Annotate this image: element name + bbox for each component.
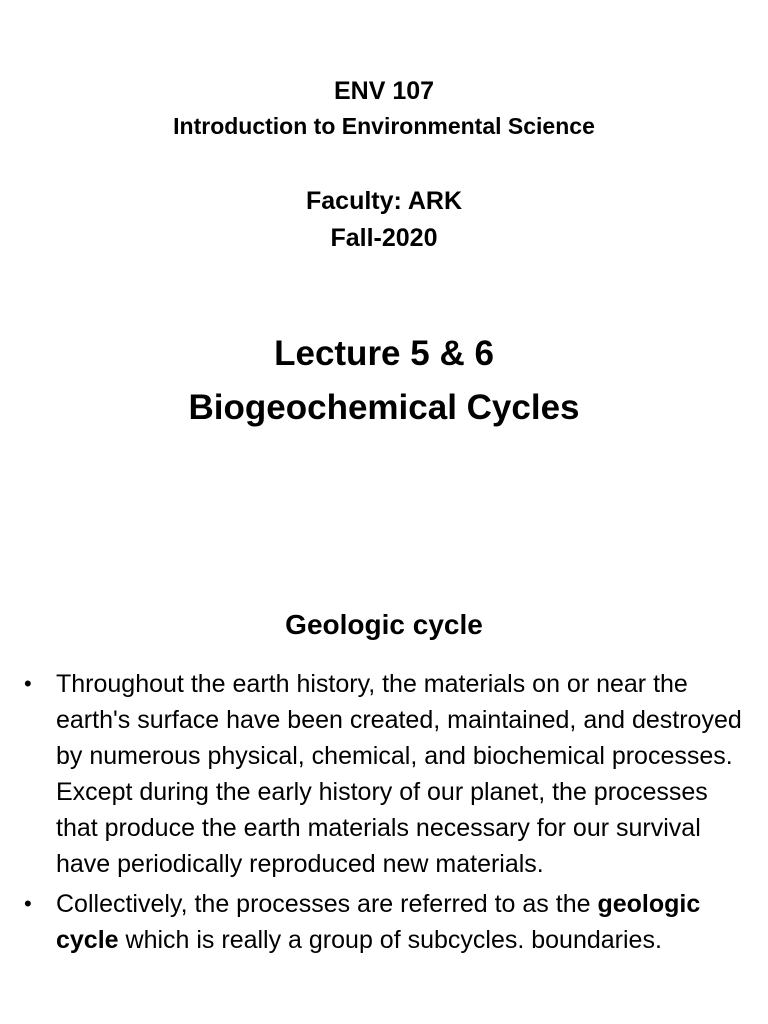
bullet-icon: • [24, 671, 32, 696]
bullet-icon: • [24, 891, 32, 916]
term-label: Fall-2020 [330, 224, 438, 252]
lecture-number: Lecture 5 & 6 [274, 334, 494, 373]
bullet-text: Throughout the earth history, the materials on or near the earth's surface have been created, maintained, and destroyed by numerous physical, chemical, and biochemical processes. Except during the early history of our planet, the processes that produce the earth materials necessary for our survival have periodically reproduced new materials. [56, 670, 742, 878]
bullet-item [22, 886, 752, 958]
bullet-text-after: which is really a group of subcycles. boundaries. [118, 926, 662, 954]
section-title: Geologic cycle [285, 609, 483, 640]
title-slide [0, 0, 768, 470]
content-slide [0, 470, 768, 1024]
lecture-title: Biogeochemical Cycles [188, 388, 580, 427]
faculty-label: Faculty: ARK [305, 187, 463, 215]
bullet-emphasis: geologic cycle [56, 890, 701, 954]
bullet-text-before: Collectively, the processes are referred to as the [56, 890, 598, 918]
course-code: ENV 107 [333, 77, 435, 105]
bullet-list [22, 666, 752, 962]
course-name: Introduction to Environmental Science [173, 113, 595, 139]
bullet-item [22, 666, 752, 882]
